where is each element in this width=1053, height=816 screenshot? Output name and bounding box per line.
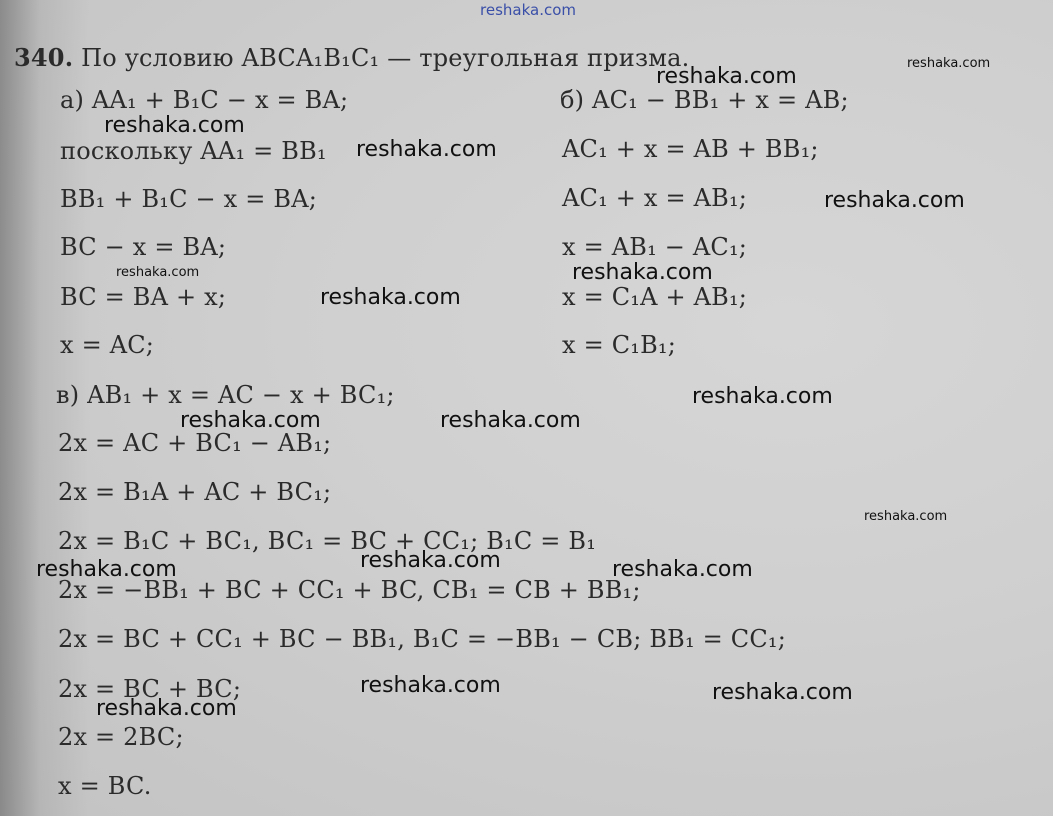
- watermark: reshaka.com: [360, 548, 501, 573]
- watermark: reshaka.com: [320, 285, 461, 310]
- part-b-line-2: AC₁ + x = AB + BB₁;: [562, 135, 819, 163]
- problem-header: [14, 44, 689, 72]
- watermark: reshaka.com: [360, 673, 501, 698]
- watermark: reshaka.com: [712, 680, 853, 705]
- part-v-line-9: x = BC.: [58, 772, 152, 800]
- watermark: reshaka.com: [104, 113, 245, 138]
- part-v-line-2: 2x = AC + BC₁ − AB₁;: [58, 429, 332, 457]
- part-v-line-7: 2x = BC + BC;: [58, 675, 242, 703]
- watermark: reshaka.com: [612, 557, 753, 582]
- part-b-line-5: x = C₁A + AB₁;: [562, 283, 748, 311]
- part-v-line-5: 2x = −BB₁ + BC + CC₁ + BC, CB₁ = CB + BB₁;: [58, 576, 641, 604]
- part-a-line-5: BC = BA + x;: [60, 283, 227, 311]
- part-b-line-1: б) AC₁ − BB₁ + x = AB;: [560, 86, 849, 114]
- part-b-line-4: x = AB₁ − AC₁;: [562, 233, 748, 261]
- part-a-line-3: BB₁ + B₁C − x = BA;: [60, 185, 318, 213]
- problem-statement: По условию ABCA₁B₁C₁ — треугольная призма.: [81, 44, 690, 72]
- part-a-line-1: а) AA₁ + B₁C − x = BA;: [60, 86, 349, 114]
- watermark: reshaka.com: [572, 260, 713, 285]
- watermark: reshaka.com: [36, 557, 177, 582]
- watermark: reshaka.com: [824, 188, 965, 213]
- watermark: reshaka.com: [864, 509, 948, 524]
- watermark: reshaka.com: [656, 64, 797, 89]
- watermark: reshaka.com: [356, 137, 497, 162]
- watermark: reshaka.com: [907, 56, 991, 71]
- watermark: reshaka.com: [692, 384, 833, 409]
- watermark: reshaka.com: [116, 265, 200, 280]
- watermark: reshaka.com: [180, 408, 321, 433]
- part-a-line-4: BC − x = BA;: [60, 233, 227, 261]
- watermark: reshaka.com: [96, 696, 237, 721]
- watermark-top: reshaka.com: [480, 1, 576, 19]
- part-v-line-1: в) AB₁ + x = AC − x + BC₁;: [56, 381, 395, 409]
- part-v-line-3: 2x = B₁A + AC + BC₁;: [58, 478, 332, 506]
- part-v-line-6: 2x = BC + CC₁ + BC − BB₁, B₁C = −BB₁ − CB; BB₁ = CC₁;: [58, 625, 787, 653]
- part-a-line-2: поскольку AA₁ = BB₁: [60, 137, 327, 165]
- part-v-line-8: 2x = 2BC;: [58, 723, 184, 751]
- part-b-line-6: x = C₁B₁;: [562, 331, 677, 359]
- part-b-line-3: AC₁ + x = AB₁;: [562, 184, 748, 212]
- watermark: reshaka.com: [440, 408, 581, 433]
- problem-number: 340.: [14, 43, 74, 72]
- part-v-line-4: 2x = B₁C + BC₁, BC₁ = BC + CC₁; B₁C = B₁: [58, 527, 597, 555]
- part-a-line-6: x = AC;: [60, 331, 155, 359]
